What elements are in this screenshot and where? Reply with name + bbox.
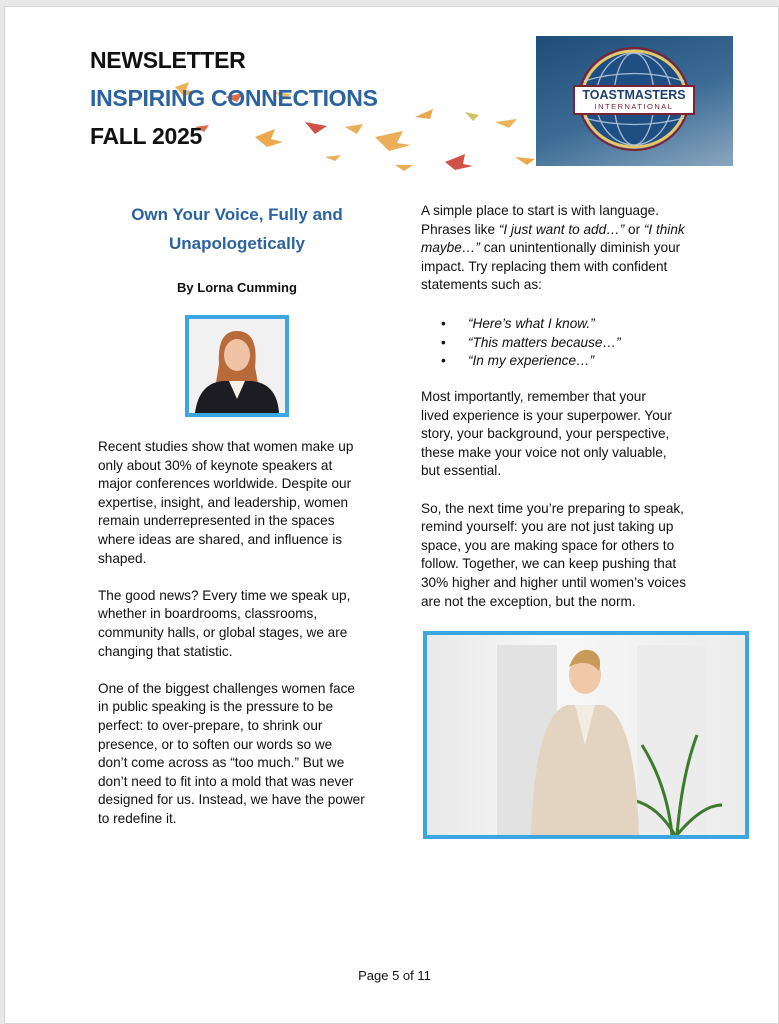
text-line: but essential.: [421, 463, 502, 479]
text-segment: or: [624, 221, 644, 237]
text-line: in public speaking is the pressure to be: [98, 699, 334, 715]
text-line: expertise, insight, and leadership, women: [98, 494, 349, 510]
speaker-photo: [423, 631, 749, 839]
paragraph: [421, 500, 686, 612]
text-line: So, the next time you’re preparing to speak,: [421, 500, 684, 516]
text-line: story, your background, your perspective,: [421, 426, 670, 442]
text-segment: A simple place to start is with language.: [421, 203, 660, 218]
quoted-phrase: “I think: [643, 221, 685, 237]
text-line: [421, 239, 685, 258]
bullet-item: • “In my experience…”: [441, 352, 621, 371]
newsletter-page: [4, 6, 779, 1024]
logo-subtext: INTERNATIONAL: [594, 102, 674, 111]
issue-season: FALL 2025: [90, 123, 202, 149]
bullet-item: • “Here’s what I know.”: [441, 315, 621, 334]
text-line: whether in boardrooms, classrooms,: [98, 606, 318, 622]
text-line: don’t come across as “too much.” But we: [98, 755, 345, 771]
paragraph: [98, 438, 365, 568]
newsletter-label: NEWSLETTER: [90, 47, 246, 73]
logo-text: TOASTMASTERS: [582, 88, 686, 102]
quoted-phrase: maybe…”: [421, 240, 480, 256]
text-line: [421, 258, 685, 277]
text-line: designed for us. Instead, we have the power: [98, 792, 365, 808]
text-line: follow. Together, we can keep pushing that: [421, 556, 677, 572]
text-line: remain underrepresented in the spaces: [98, 513, 335, 529]
text-segment: statements such as:: [421, 277, 542, 293]
text-line: [421, 221, 685, 240]
text-line: to redefine it.: [98, 810, 177, 826]
text-line: community halls, or global stages, we are: [98, 624, 348, 640]
phrase-bullet-list: [441, 315, 621, 371]
article-title-line: Unapologetically: [168, 234, 306, 253]
newsletter-name: INSPIRING CONNECTIONS: [90, 85, 378, 111]
text-line: [421, 276, 685, 295]
article-byline: By Lorna Cumming: [177, 280, 297, 295]
left-column-text: [98, 438, 365, 828]
toastmasters-logo: [536, 36, 733, 166]
paragraph: [421, 388, 686, 481]
text-line: One of the biggest challenges women face: [98, 680, 355, 696]
text-segment: can unintentionally diminish your: [479, 240, 681, 256]
text-line: Recent studies show that women make up: [98, 439, 354, 454]
text-line: shaped.: [98, 550, 147, 566]
text-line: Most importantly, remember that your: [421, 389, 646, 404]
quoted-phrase: “I just want to add…”: [498, 221, 625, 237]
text-segment: impact. Try replacing them with confident: [421, 258, 668, 274]
text-line: where ideas are shared, and influence is: [98, 531, 343, 547]
paragraph: [98, 680, 365, 829]
text-line: presence, or to soften our words so we: [98, 736, 333, 752]
article-title-line: Own Your Voice, Fully and: [131, 205, 343, 224]
right-column-text: [421, 388, 686, 611]
text-segment: Phrases like: [421, 221, 499, 237]
text-line: perfect: to over-prepare, to shrink our: [98, 717, 323, 733]
text-line: major conferences worldwide. Despite our: [98, 476, 352, 492]
text-line: 30% higher and higher until women’s voices: [421, 574, 686, 590]
text-line: space, you are making space for others to: [421, 537, 675, 553]
text-line: are not the exception, but the norm.: [421, 593, 636, 609]
page-number: Page 5 of 11: [358, 968, 431, 983]
text-line: remind yourself: you are not just taking up: [421, 519, 674, 535]
article-title: [97, 200, 377, 258]
text-line: these make your voice not only valuable,: [421, 444, 667, 460]
text-line: The good news? Every time we speak up,: [98, 587, 351, 603]
text-line: don’t need to fit into a mold that was never: [98, 773, 354, 789]
paragraph: [98, 587, 365, 661]
right-intro-paragraph: [421, 202, 685, 295]
text-line: only about 30% of keynote speakers at: [98, 457, 333, 473]
text-line: [421, 202, 685, 221]
bullet-item: • “This matters because…”: [441, 334, 621, 353]
text-line: changing that statistic.: [98, 643, 233, 659]
author-headshot: [185, 315, 289, 417]
text-line: lived experience is your superpower. Your: [421, 407, 672, 423]
